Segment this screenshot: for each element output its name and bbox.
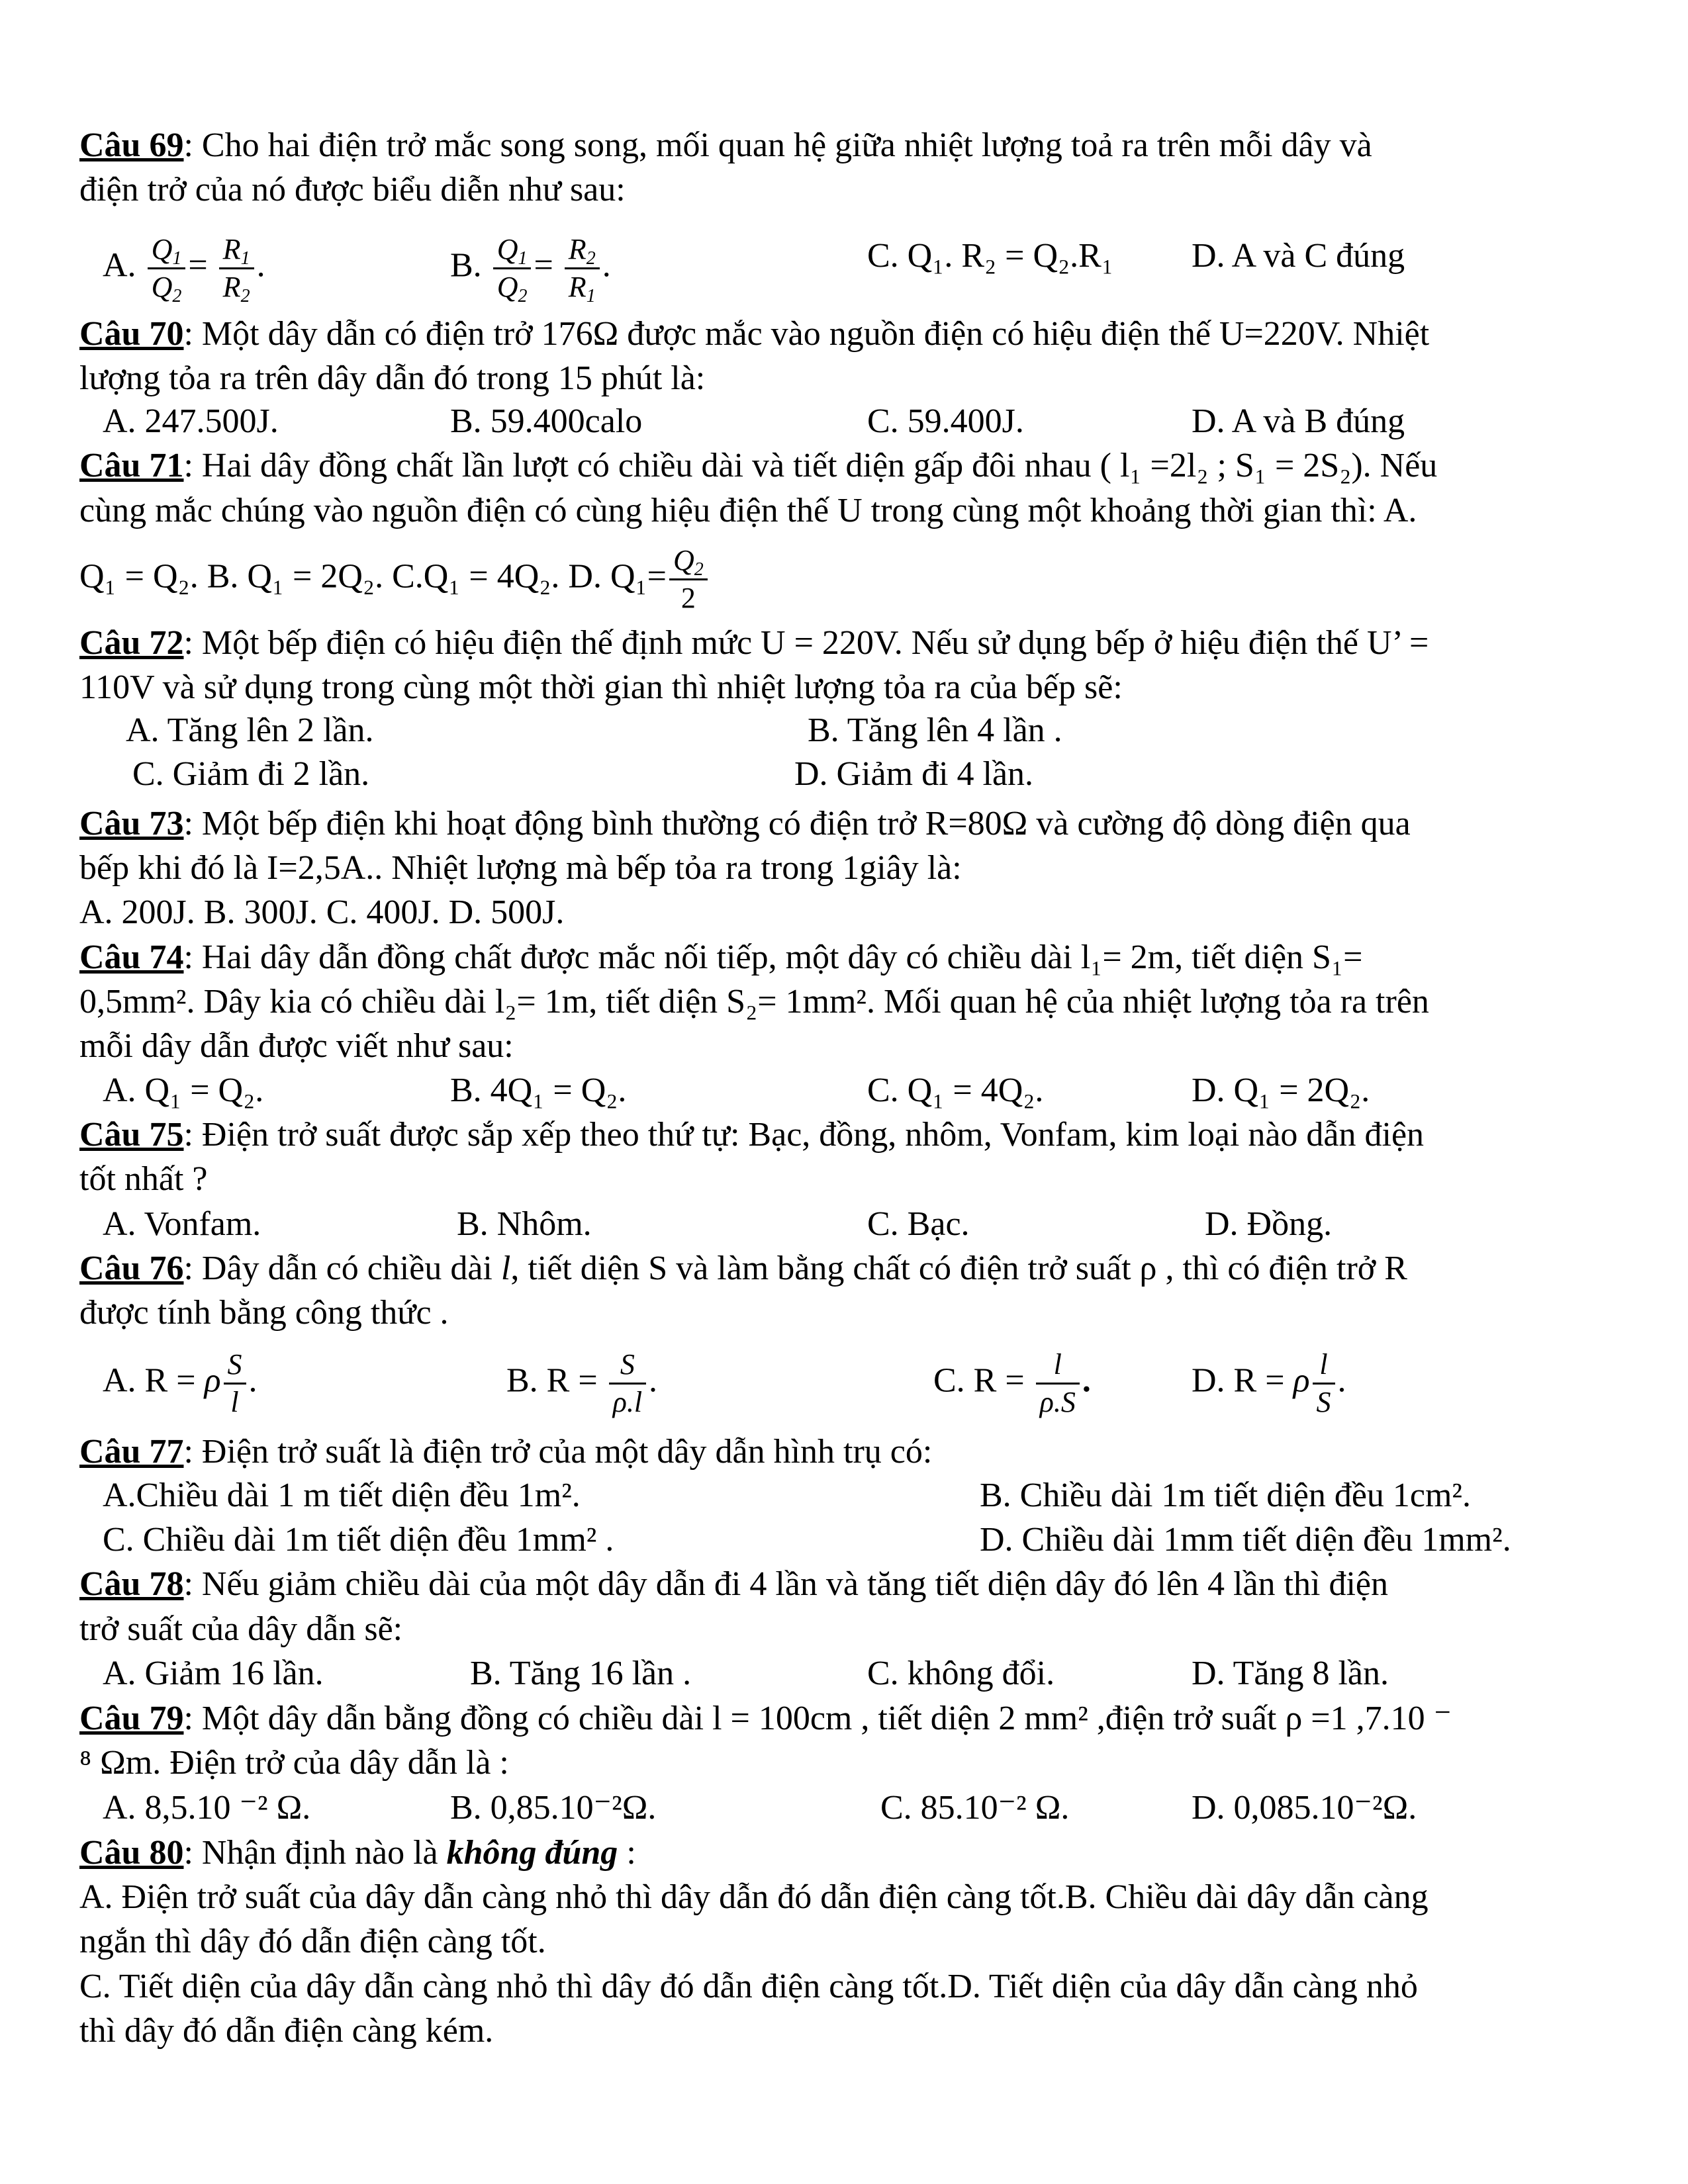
q78-option-d: D. Tăng 8 lần. xyxy=(1192,1655,1389,1692)
q78-line-2: trở suất của dây dẫn sẽ: xyxy=(79,1610,403,1648)
q75-number: Câu 75 xyxy=(79,1116,184,1154)
q74-option-c: C. Q₁ = 4Q₂. xyxy=(867,1071,1044,1109)
q79-line-2: ⁸ Ωm. Điện trở của dây dẫn là : xyxy=(79,1744,509,1782)
q74-option-a: A. Q₁ = Q₂. xyxy=(103,1071,264,1109)
q69-option-b: B. $\frac{Q_1}{Q_2}$ = $\frac{R_2}{R_1}$ . xyxy=(450,233,611,306)
q79-option-d: D. 0,085.10⁻²Ω. xyxy=(1192,1789,1417,1827)
q77-option-c: C. Chiều dài 1m tiết diện đều 1mm² . xyxy=(103,1521,614,1559)
q72-option-a: A. Tăng lên 2 lần. xyxy=(126,711,374,749)
q75-option-b: B. Nhôm. xyxy=(457,1205,592,1243)
q72-option-b: B. Tăng lên 4 lần . xyxy=(808,711,1062,749)
q76-option-d: D. R = ρ $\frac{l}{S}$ . xyxy=(1192,1348,1346,1418)
q72-option-c: C. Giảm đi 2 lần. xyxy=(132,755,370,793)
q73-number: Câu 73 xyxy=(79,805,184,842)
q75-option-a: A. Vonfam. xyxy=(103,1205,261,1243)
q69-option-a: A. $\frac{Q_1}{Q_2}$ = $\frac{R_1}{R_2}$ . xyxy=(103,233,265,306)
q74-line-1: Câu 74: Hai dây dẫn đồng chất được mắc nối tiếp, một dây có chiều dài l₁= 2m, tiết diện S₁= xyxy=(79,938,1363,976)
q77-option-b: B. Chiều dài 1m tiết diện đều 1cm². xyxy=(980,1477,1472,1514)
q78-option-a: A. Giảm 16 lần. xyxy=(103,1655,324,1692)
q71-line-2: cùng mắc chúng vào nguồn điện có cùng hiệu điện thế U trong cùng một khoảng thời gian thì: A. xyxy=(79,492,1417,529)
q70-option-b: B. 59.400calo xyxy=(450,402,643,440)
q77-number: Câu 77 xyxy=(79,1433,184,1471)
q80-line-1: Câu 80: Nhận định nào là không đúng : xyxy=(79,1834,636,1872)
q69-option-d: D. A và C đúng xyxy=(1192,237,1405,275)
q76-option-c: C. R = $\frac{l}{\rho.S}$ . xyxy=(933,1348,1091,1418)
q80-line-3: ngắn thì dây đó dẫn điện càng tốt. xyxy=(79,1923,546,1960)
q70-option-a: A. 247.500J. xyxy=(103,402,279,440)
q78-option-c: C. không đổi. xyxy=(867,1655,1055,1692)
q70-number: Câu 70 xyxy=(79,315,184,353)
q79-option-b: B. 0,85.10⁻²Ω. xyxy=(450,1789,657,1827)
q75-line-1: Câu 75: Điện trở suất được sắp xếp theo thứ tự: Bạc, đồng, nhôm, Vonfam, kim loại nào dẫn điện xyxy=(79,1116,1425,1154)
q70-line-1: Câu 70: Một dây dẫn có điện trở 176Ω được mắc vào nguồn điện có hiệu điện thế U=220V. Nhiệt xyxy=(79,315,1430,353)
q74-option-b: B. 4Q₁ = Q₂. xyxy=(450,1071,627,1109)
q73-line-1: Câu 73: Một bếp điện khi hoạt động bình thường có điện trở R=80Ω và cường độ dòng điện qua xyxy=(79,805,1411,842)
q76-number: Câu 76 xyxy=(79,1250,184,1287)
q78-number: Câu 78 xyxy=(79,1565,184,1603)
q76-line-2: được tính bằng công thức . xyxy=(79,1294,449,1332)
q70-line-2: lượng tỏa ra trên dây dẫn đó trong 15 phút là: xyxy=(79,359,706,397)
q76-line-1: Câu 76: Dây dẫn có chiều dài l, tiết diện S và làm bằng chất có điện trở suất ρ , thì có điện trở R xyxy=(79,1250,1407,1287)
q78-line-1: Câu 78: Nếu giảm chiều dài của một dây dẫn đi 4 lần và tăng tiết diện dây đó lên 4 lần thì điện xyxy=(79,1565,1388,1603)
q77-line-1: Câu 77: Điện trở suất là điện trở của một dây dẫn hình trụ có: xyxy=(79,1433,933,1471)
q79-option-c: C. 85.10⁻² Ω. xyxy=(880,1789,1070,1827)
q77-option-a: A.Chiều dài 1 m tiết diện đều 1m². xyxy=(103,1477,581,1514)
q70-option-d: D. A và B đúng xyxy=(1192,402,1405,440)
q74-line-2: 0,5mm². Dây kia có chiều dài l₂= 1m, tiết diện S₂= 1mm². Mối quan hệ của nhiệt lượng tỏa ra trên xyxy=(79,983,1429,1021)
q74-line-3: mỗi dây dẫn được viết như sau: xyxy=(79,1027,514,1065)
q75-option-c: C. Bạc. xyxy=(867,1205,970,1243)
q72-number: Câu 72 xyxy=(79,624,184,662)
q74-option-d: D. Q₁ = 2Q₂. xyxy=(1192,1071,1370,1109)
q80-line-5: thì dây đó dẫn điện càng kém. xyxy=(79,2012,494,2050)
q69-option-c: C. Q₁. R₂ = Q₂.R₁ xyxy=(867,237,1113,275)
q79-option-a: A. 8,5.10 ⁻² Ω. xyxy=(103,1789,311,1827)
q69-number: Câu 69 xyxy=(79,126,184,164)
q80-line-2: A. Điện trở suất của dây dẫn càng nhỏ thì dây dẫn đó dẫn điện càng tốt.B. Chiều dài dây dẫn càng xyxy=(79,1878,1429,1916)
q69-line-2: điện trở của nó được biểu diễn như sau: xyxy=(79,171,626,208)
q80-number: Câu 80 xyxy=(79,1834,184,1872)
q79-line-1: Câu 79: Một dây dẫn bằng đồng có chiều dài l = 100cm , tiết diện 2 mm² ,điện trở suất ρ =1 ,7.10 ⁻ xyxy=(79,1700,1452,1737)
q77-option-d: D. Chiều dài 1mm tiết diện đều 1mm². xyxy=(980,1521,1511,1559)
q69-line-1: Câu 69: Cho hai điện trở mắc song song, mối quan hệ giữa nhiệt lượng toả ra trên mỗi dây và xyxy=(79,126,1372,164)
q75-option-d: D. Đồng. xyxy=(1205,1205,1333,1243)
q71-number: Câu 71 xyxy=(79,447,184,484)
q72-line-1: Câu 72: Một bếp điện có hiệu điện thế định mức U = 220V. Nếu sử dụng bếp ở hiệu điện thế U’ = xyxy=(79,624,1429,662)
q74-number: Câu 74 xyxy=(79,938,184,976)
q80-line-4: C. Tiết diện của dây dẫn càng nhỏ thì dây đó dẫn điện càng tốt.D. Tiết diện của dây dẫn càng nhỏ xyxy=(79,1968,1418,2005)
q76-option-b: B. R = $\frac{S}{\rho.l}$ . xyxy=(506,1348,658,1418)
q75-line-2: tốt nhất ? xyxy=(79,1160,208,1198)
q79-number: Câu 79 xyxy=(79,1700,184,1737)
q73-line-2: bếp khi đó là I=2,5A.. Nhiệt lượng mà bếp tỏa ra trong 1giây là: xyxy=(79,849,962,887)
q71-line-1: Câu 71: Hai dây đồng chất lần lượt có chiều dài và tiết diện gấp đôi nhau ( l₁ =2l₂ ; S₁ = 2S₂). Nếu xyxy=(79,447,1438,484)
q70-option-c: C. 59.400J. xyxy=(867,402,1024,440)
q76-option-a: A. R = ρ $\frac{S}{l}$ . xyxy=(103,1348,258,1418)
q78-option-b: B. Tăng 16 lần . xyxy=(470,1655,692,1692)
q71-options: Q₁ = Q₂. B. Q₁ = 2Q₂. C.Q₁ = 4Q₂. D. Q₁= $\frac{Q_2}{2}$ xyxy=(79,543,710,616)
q72-line-2: 110V và sử dụng trong cùng một thời gian thì nhiệt lượng tỏa ra của bếp sẽ: xyxy=(79,668,1123,706)
q72-option-d: D. Giảm đi 4 lần. xyxy=(794,755,1034,793)
q73-options: A. 200J. B. 300J. C. 400J. D. 500J. xyxy=(79,893,565,931)
